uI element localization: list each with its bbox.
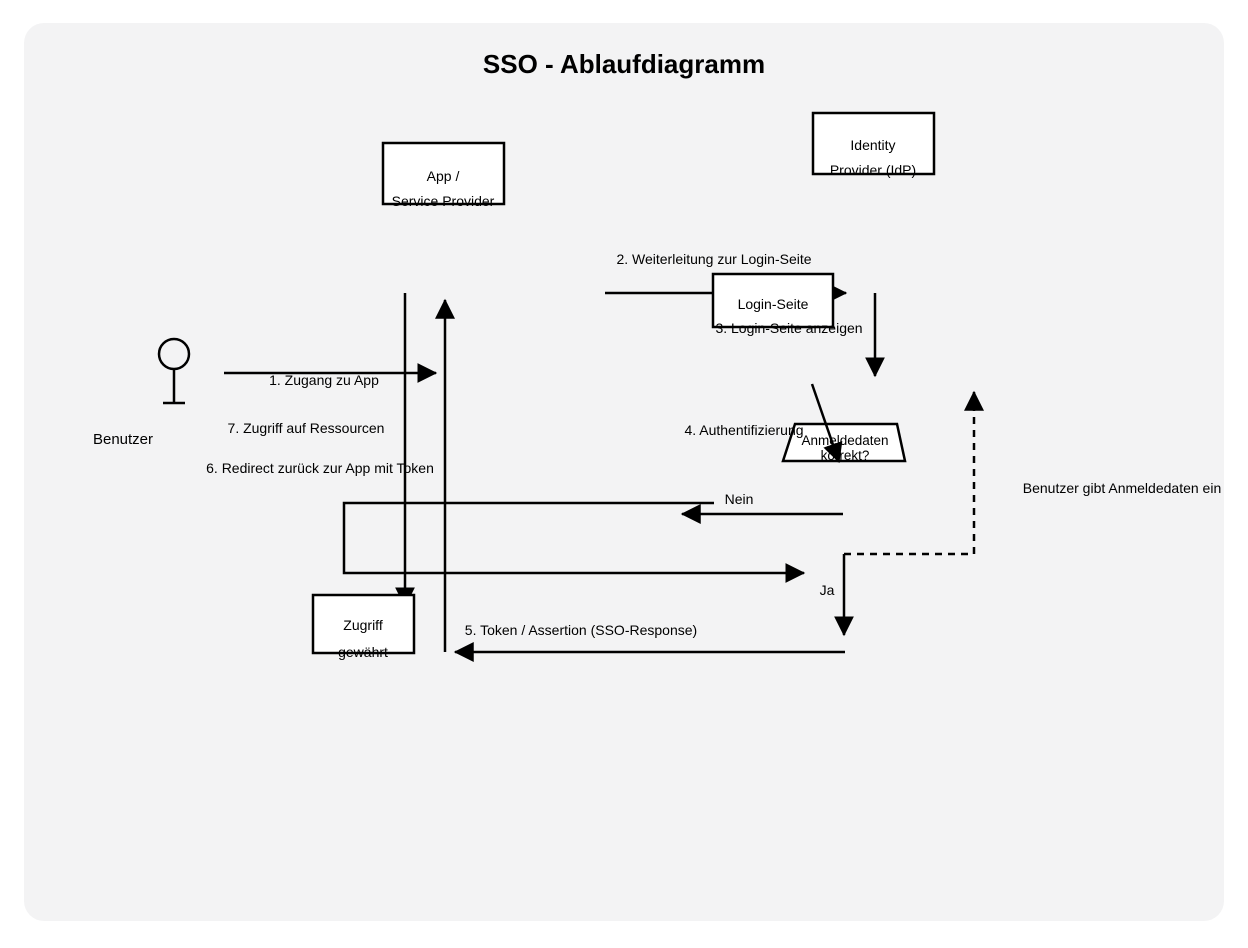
arrow-credentials-dashed	[844, 392, 974, 554]
node-identity-provider	[813, 113, 934, 178]
actor-label: Benutzer	[92, 431, 154, 448]
edge-1-label: 1. Zugang zu App	[269, 372, 379, 388]
node-login-label: Login-Seite	[737, 296, 809, 312]
edge-5-label: 5. Token / Assertion (SSO-Response)	[464, 622, 698, 638]
node-idp-line1: Identity	[850, 137, 896, 153]
edge-2-label: 2. Weiterleitung zur Login-Seite	[616, 251, 812, 267]
node-zugriff-gewaehrt	[313, 595, 414, 660]
edge-credentials-label: Benutzer gibt Anmeldedaten ein	[1022, 480, 1222, 496]
edge-3-label: 3. Login-Seite anzeigen	[715, 320, 863, 336]
actor-benutzer-icon	[159, 339, 189, 403]
node-app-service-provider	[383, 143, 504, 209]
edge-4-label: 4. Authentifizierung	[684, 422, 804, 438]
node-app-line2: Service Provider	[391, 193, 495, 209]
node-app-line1: App /	[426, 168, 460, 184]
node-granted-line2: gewährt	[338, 644, 388, 660]
edge-ja-label: Ja	[819, 582, 835, 598]
diagram-title: SSO - Ablaufdiagramm	[482, 49, 766, 79]
node-decision-line1: Anmeldedaten	[801, 433, 889, 448]
node-idp-line2: Provider (IdP)	[829, 162, 917, 178]
edge-6-label: 6. Redirect zurück zur App mit Token	[206, 460, 434, 476]
edge-7-label: 7. Zugriff auf Ressourcen	[227, 420, 385, 436]
node-granted-line1: Zugriff	[343, 617, 383, 633]
edge-nein-label: Nein	[724, 491, 754, 507]
node-decision-line2: korrekt?	[820, 448, 870, 463]
